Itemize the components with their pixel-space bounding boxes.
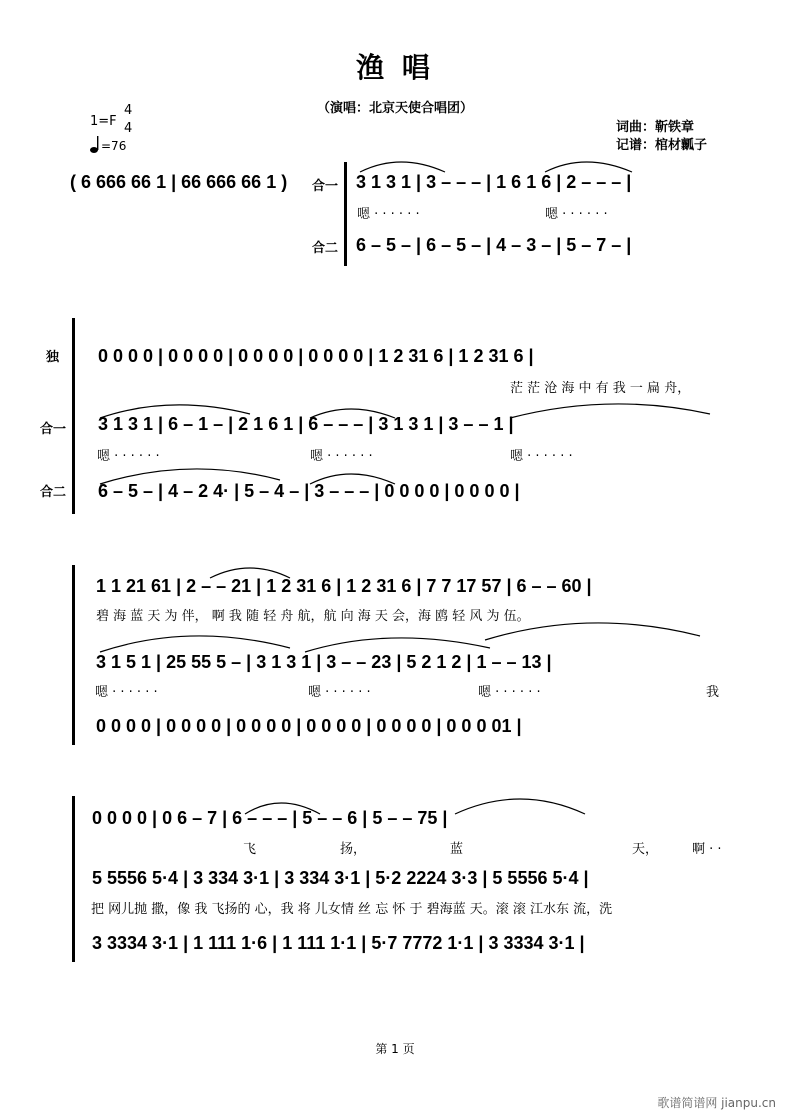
- s4-solo-notes: 0 0 0 0 | 0 6 – 7 | 6 – – – | 5 – – 6 | 5 – – 75 |: [92, 808, 448, 828]
- s3-solo-lyric: 碧 海 蓝 天 为 伴， 啊 我 随 轻 舟 航，航 向 海 天 会，海 鸥 轻 风 为 伍。: [96, 609, 530, 624]
- s3-slurs: [90, 556, 730, 666]
- intro-choir1-lyric-b: 嗯 · · · · · ·: [545, 207, 608, 222]
- system4-bracket: [72, 796, 75, 962]
- s3-choir1-lyric-c: 嗯 · · · · · ·: [478, 685, 541, 700]
- label-choir1: 合一: [312, 179, 339, 194]
- intro-melody: ( 6 666 66 1 | 66 666 66 1 ): [70, 172, 288, 192]
- performer-line: （演唱：北京天使合唱团）: [316, 101, 473, 116]
- s3-choir1-lyric-d: 我: [706, 685, 720, 700]
- s4-solo-lyric-b: 扬，: [340, 842, 367, 857]
- label-choir2-s2: 合二: [40, 485, 67, 500]
- s3-choir1-lyric-a: 嗯 · · · · · ·: [95, 685, 158, 700]
- s2-solo-notes: 0 0 0 0 | 0 0 0 0 | 0 0 0 0 | 0 0 0 0 | 1 2 31 6 | 1 2 31 6 |: [98, 346, 534, 366]
- s4-choir1-notes: 5 5556 5·4 | 3 334 3·1 | 3 334 3·1 | 5·2 2224 3·3 | 5 5556 5·4 |: [92, 868, 589, 888]
- s4-solo-lyric-d: 天，: [632, 842, 659, 857]
- system2-bracket: [72, 318, 75, 514]
- intro-choir1-lyric-a: 嗯 · · · · · ·: [357, 207, 420, 222]
- label-choir2: 合二: [312, 241, 339, 256]
- transcriber-credit: 记谱：棺材瓤子: [616, 138, 708, 153]
- s2-choir1-lyric-b: 嗯 · · · · · ·: [310, 449, 373, 464]
- lyricist-credit: 词曲：靳铁章: [616, 120, 695, 135]
- s2-solo-lyric: 茫 茫 沧 海 中 有 我 一 扁 舟，: [510, 381, 691, 396]
- s2-choir2-notes: 6 – 5 – | 4 – 2 4· | 5 – 4 – | 3 – – – | 0 0 0 0 | 0 0 0 0 |: [98, 481, 520, 501]
- intro-choir1-notes: 3 1 3 1 | 3 – – – | 1 6 1 6 | 2 – – – |: [356, 172, 632, 192]
- intro-slurs: [350, 150, 730, 180]
- meter-top: 4: [124, 103, 133, 118]
- s2-choir1-notes: 3 1 3 1 | 6 – 1 – | 2 1 6 1 | 6 – – – | 3 1 3 1 | 3 – – 1 |: [98, 414, 514, 434]
- system1-bracket: [344, 162, 347, 266]
- tempo-marking: =76: [101, 139, 127, 153]
- system3-bracket: [72, 565, 75, 745]
- key-signature: 1=F: [90, 114, 117, 129]
- s3-solo-notes: 1 1 21 61 | 2 – – 21 | 1 2 31 6 | 1 2 31 6 | 7 7 17 57 | 6 – – 60 |: [96, 576, 592, 596]
- meter-bottom: 4: [124, 121, 133, 136]
- s4-solo-lyric-c: 蓝: [450, 842, 464, 857]
- s4-choir1-lyric: 把 网儿抛 撒，像 我 飞扬的 心，我 将 儿女情 丝 忘 怀 于 碧海蓝 天。滚 滚 江水东 流，洗: [91, 902, 613, 917]
- s3-choir1-notes: 3 1 5 1 | 25 55 5 – | 3 1 3 1 | 3 – – 23 | 5 2 1 2 | 1 – – 13 |: [96, 652, 552, 672]
- s4-slurs: [200, 784, 720, 824]
- s4-solo-lyric-a: 飞: [243, 842, 257, 857]
- s4-choir2-notes: 3 3334 3·1 | 1 111 1·6 | 1 111 1·1 | 5·7 7772 1·1 | 3 3334 3·1 |: [92, 933, 585, 953]
- s4-solo-lyric-e: 啊 · ·: [692, 842, 722, 857]
- watermark: 歌谱简谱网 jianpu.cn: [657, 1096, 776, 1110]
- label-choir1-s2: 合一: [40, 422, 67, 437]
- page-number: 第 1 页: [375, 1042, 415, 1056]
- s2-slurs: [90, 396, 730, 496]
- intro-choir2-notes: 6 – 5 – | 6 – 5 – | 4 – 3 – | 5 – 7 – |: [356, 235, 632, 255]
- s3-choir2-notes: 0 0 0 0 | 0 0 0 0 | 0 0 0 0 | 0 0 0 0 | 0 0 0 0 | 0 0 0 01 |: [96, 716, 522, 736]
- s2-choir1-lyric-c: 嗯 · · · · · ·: [510, 449, 573, 464]
- song-title: 渔 唱: [356, 51, 434, 84]
- s3-choir1-lyric-b: 嗯 · · · · · ·: [308, 685, 371, 700]
- s2-choir1-lyric-a: 嗯 · · · · · ·: [97, 449, 160, 464]
- label-solo: 独: [46, 350, 60, 365]
